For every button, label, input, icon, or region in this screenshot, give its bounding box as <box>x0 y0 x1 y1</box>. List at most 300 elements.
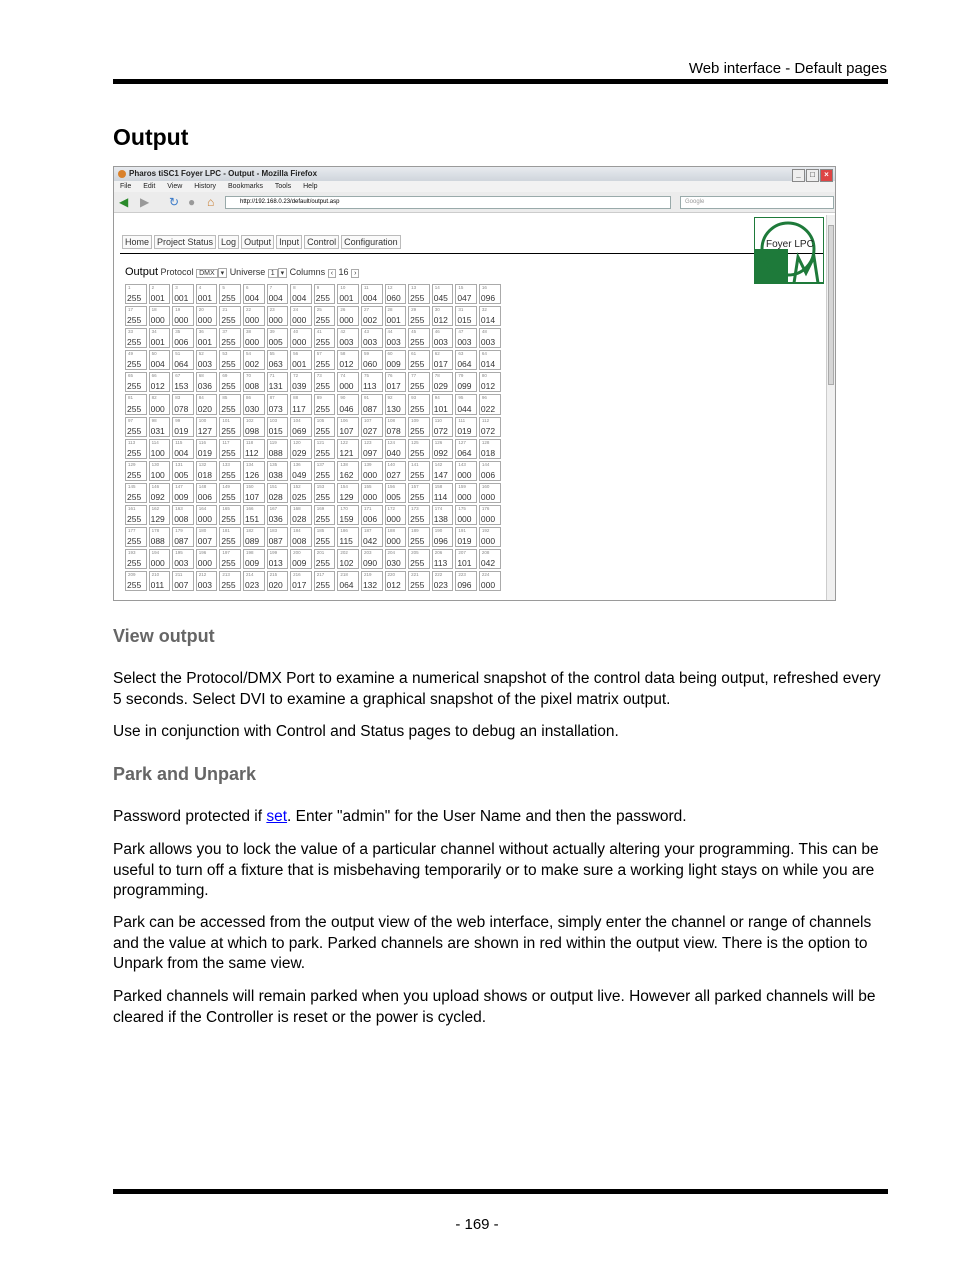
channel-value: 159 <box>339 514 354 525</box>
channel-value: 027 <box>362 425 378 436</box>
grid-cell <box>407 438 431 460</box>
grid-cell <box>171 305 195 327</box>
channel-number: 167 <box>269 505 278 511</box>
channel-value: 009 <box>244 558 260 569</box>
channel-number: 10 <box>340 285 346 290</box>
output-label: Output <box>125 266 159 278</box>
channel-number: 31 <box>458 307 464 313</box>
channel-value: 096 <box>457 580 472 591</box>
grid-cell <box>266 570 290 592</box>
channel-number: 214 <box>245 572 254 578</box>
channel-number: 20 <box>198 307 204 313</box>
channel-value: 073 <box>268 403 283 414</box>
grid-cell <box>148 349 172 371</box>
channel-number: 70 <box>245 373 251 379</box>
channel-number: 130 <box>151 461 160 467</box>
columns-value: 16 <box>338 267 349 277</box>
tab-log: Log <box>218 235 239 249</box>
channel-number: 52 <box>198 351 204 357</box>
channel-value: 000 <box>197 558 212 569</box>
grid-cell <box>384 548 408 570</box>
channel-number: 48 <box>481 329 487 335</box>
channel-value: 000 <box>457 491 472 502</box>
grid-cell <box>289 349 313 371</box>
channel-number: 18 <box>151 307 157 313</box>
channel-number: 129 <box>128 461 136 467</box>
grid-cell <box>360 526 384 548</box>
channel-value: 001 <box>197 293 212 304</box>
channel-value: 030 <box>386 558 401 569</box>
channel-number: 79 <box>458 373 464 379</box>
grid-cell <box>148 504 172 526</box>
channel-value: 255 <box>127 469 142 480</box>
channel-value: 014 <box>480 315 496 326</box>
grid-cell <box>242 548 266 570</box>
grid-cell <box>313 504 337 526</box>
channel-number: 23 <box>269 307 275 313</box>
grid-cell <box>313 548 337 570</box>
channel-value: 000 <box>386 536 401 547</box>
grid-cell <box>195 482 219 504</box>
channel-number: 15 <box>458 285 464 290</box>
grid-cell <box>124 548 148 570</box>
address-bar: http://192.168.0.23/default/output.asp <box>225 196 671 209</box>
channel-value: 087 <box>174 536 189 547</box>
columns-prev-icon: ‹ <box>328 269 336 278</box>
grid-cell <box>407 327 431 349</box>
grid-cell <box>313 305 337 327</box>
channel-number: 97 <box>128 417 134 423</box>
channel-value: 255 <box>127 536 142 547</box>
channel-number: 170 <box>340 505 348 511</box>
channel-value: 255 <box>127 558 142 569</box>
channel-value: 113 <box>362 381 377 392</box>
channel-number: 27 <box>363 307 369 313</box>
channel-number: 203 <box>363 550 372 556</box>
grid-cell <box>148 305 172 327</box>
channel-number: 205 <box>411 550 419 556</box>
grid-cell <box>313 570 337 592</box>
channel-number: 213 <box>222 572 230 578</box>
grid-cell <box>171 349 195 371</box>
channel-number: 14 <box>434 285 440 290</box>
channel-value: 020 <box>197 403 212 414</box>
channel-value: 096 <box>480 293 496 304</box>
channel-number: 100 <box>198 417 207 423</box>
dmx-value-grid <box>124 283 502 592</box>
channel-value: 255 <box>221 469 236 480</box>
grid-cell <box>384 416 408 438</box>
grid-cell <box>148 327 172 349</box>
channel-number: 192 <box>481 528 490 534</box>
channel-number: 57 <box>316 351 322 357</box>
channel-number: 181 <box>222 528 230 534</box>
grid-cell <box>266 526 290 548</box>
channel-number: 37 <box>222 329 228 335</box>
grid-cell <box>171 438 195 460</box>
grid-cell <box>478 393 502 415</box>
grid-cell <box>478 283 502 305</box>
grid-cell <box>218 482 242 504</box>
channel-number: 177 <box>128 528 136 534</box>
channel-value: 000 <box>480 491 496 502</box>
channel-number: 41 <box>316 329 322 335</box>
channel-value: 004 <box>292 293 307 304</box>
grid-cell <box>360 393 384 415</box>
channel-value: 014 <box>480 359 496 370</box>
channel-value: 009 <box>386 359 401 370</box>
channel-value: 039 <box>292 381 307 392</box>
grid-cell <box>431 283 455 305</box>
channel-value: 003 <box>362 337 378 348</box>
channel-number: 127 <box>458 439 466 445</box>
channel-value: 255 <box>127 425 142 436</box>
grid-cell <box>454 416 478 438</box>
channel-value: 153 <box>174 381 189 392</box>
grid-row <box>124 349 502 371</box>
channel-number: 98 <box>151 417 157 423</box>
channel-number: 112 <box>481 417 490 423</box>
grid-cell <box>148 526 172 548</box>
channel-number: 101 <box>222 417 230 423</box>
channel-value: 127 <box>197 425 212 436</box>
grid-cell <box>124 327 148 349</box>
channel-value: 255 <box>315 580 330 591</box>
channel-value: 096 <box>433 536 448 547</box>
channel-value: 063 <box>268 359 283 370</box>
grid-cell <box>431 460 455 482</box>
park-p1-text: Password protected if <box>113 808 267 825</box>
grid-cell <box>242 438 266 460</box>
channel-value: 087 <box>362 403 378 414</box>
channel-value: 004 <box>362 293 378 304</box>
channel-value: 017 <box>386 381 401 392</box>
channel-value: 255 <box>221 293 236 304</box>
grid-cell <box>218 438 242 460</box>
channel-number: 45 <box>411 329 417 335</box>
grid-cell <box>289 371 313 393</box>
channel-value: 255 <box>410 359 425 370</box>
channel-value: 007 <box>174 580 189 591</box>
channel-number: 116 <box>198 439 206 445</box>
grid-cell <box>454 393 478 415</box>
grid-cell <box>478 504 502 526</box>
channel-number: 29 <box>411 307 417 313</box>
channel-value: 003 <box>197 359 212 370</box>
channel-value: 255 <box>410 491 425 502</box>
channel-value: 006 <box>197 491 212 502</box>
grid-cell <box>360 305 384 327</box>
channel-value: 072 <box>480 425 496 436</box>
channel-number: 26 <box>340 307 346 313</box>
channel-value: 015 <box>457 315 472 326</box>
grid-cell <box>148 482 172 504</box>
channel-number: 39 <box>269 329 275 335</box>
firefox-icon <box>118 170 126 178</box>
grid-cell <box>195 416 219 438</box>
menu-help: Help <box>303 183 318 190</box>
channel-number: 2 <box>151 285 155 290</box>
channel-number: 7 <box>269 285 273 290</box>
grid-cell <box>266 504 290 526</box>
scrollbar <box>826 215 835 600</box>
channel-number: 193 <box>128 550 136 556</box>
channel-number: 60 <box>387 351 393 357</box>
grid-cell <box>431 371 455 393</box>
grid-cell <box>266 548 290 570</box>
channel-value: 255 <box>315 536 330 547</box>
section-heading-park: Park and Unpark <box>113 764 257 784</box>
channel-value: 064 <box>339 580 354 591</box>
channel-value: 078 <box>174 403 189 414</box>
grid-cell <box>242 393 266 415</box>
channel-number: 186 <box>340 528 348 534</box>
grid-cell <box>218 460 242 482</box>
grid-cell <box>171 526 195 548</box>
channel-number: 49 <box>128 351 134 357</box>
channel-number: 9 <box>316 285 320 290</box>
output-controls <box>125 266 359 278</box>
grid-cell <box>478 526 502 548</box>
channel-number: 206 <box>434 550 443 556</box>
channel-value: 004 <box>150 359 165 370</box>
grid-cell <box>360 283 384 305</box>
channel-number: 68 <box>198 373 204 379</box>
channel-number: 75 <box>363 373 369 379</box>
channel-value: 117 <box>292 403 306 414</box>
channel-number: 114 <box>151 439 159 445</box>
grid-cell <box>336 305 360 327</box>
channel-number: 217 <box>316 572 325 578</box>
channel-number: 132 <box>198 461 207 467</box>
grid-cell <box>148 460 172 482</box>
grid-cell <box>431 504 455 526</box>
channel-value: 000 <box>339 381 354 392</box>
channel-value: 255 <box>315 337 330 348</box>
grid-cell <box>218 526 242 548</box>
grid-cell <box>171 570 195 592</box>
grid-cell <box>289 460 313 482</box>
menu-view: View <box>167 183 183 190</box>
channel-value: 000 <box>268 315 283 326</box>
channel-value: 255 <box>315 491 330 502</box>
grid-cell <box>478 305 502 327</box>
set-password-link[interactable]: set <box>266 808 288 825</box>
channel-number: 188 <box>387 528 396 534</box>
channel-number: 172 <box>387 505 396 511</box>
channel-value: 255 <box>315 381 330 392</box>
channel-value: 107 <box>244 491 260 502</box>
channel-value: 255 <box>410 536 425 547</box>
menu-bookmarks: Bookmarks <box>227 183 263 190</box>
grid-cell <box>124 504 148 526</box>
channel-value: 040 <box>386 447 401 458</box>
channel-number: 133 <box>222 461 230 467</box>
channel-number: 148 <box>198 483 207 489</box>
channel-number: 146 <box>151 483 160 489</box>
channel-value: 004 <box>268 293 283 304</box>
window-titlebar <box>114 167 835 181</box>
channel-value: 009 <box>292 558 307 569</box>
channel-number: 13 <box>411 285 417 290</box>
grid-cell <box>407 283 431 305</box>
channel-value: 009 <box>174 491 189 502</box>
grid-cell <box>384 305 408 327</box>
channel-number: 24 <box>293 307 299 313</box>
channel-value: 019 <box>457 425 472 436</box>
grid-cell <box>266 416 290 438</box>
menu-edit: Edit <box>143 183 156 190</box>
channel-value: 017 <box>292 580 307 591</box>
channel-number: 74 <box>340 373 346 379</box>
channel-value: 069 <box>292 425 307 436</box>
grid-cell <box>171 327 195 349</box>
channel-number: 85 <box>222 395 228 401</box>
channel-number: 47 <box>458 329 464 335</box>
channel-number: 30 <box>434 307 440 313</box>
forward-icon: ▶ <box>140 195 150 209</box>
grid-cell <box>360 570 384 592</box>
grid-cell <box>289 526 313 548</box>
channel-number: 204 <box>387 550 396 556</box>
back-icon: ◀ <box>119 195 129 209</box>
channel-number: 94 <box>434 395 440 401</box>
grid-cell <box>195 283 219 305</box>
channel-number: 21 <box>222 307 228 313</box>
channel-number: 115 <box>175 439 183 445</box>
grid-row <box>124 416 502 438</box>
grid-cell <box>336 438 360 460</box>
channel-value: 255 <box>127 403 142 414</box>
search-box: Google <box>680 196 834 209</box>
channel-number: 1 <box>128 285 131 290</box>
grid-cell <box>384 482 408 504</box>
channel-value: 045 <box>433 293 448 304</box>
grid-cell <box>384 438 408 460</box>
channel-number: 179 <box>175 528 183 534</box>
columns-label: Columns <box>289 267 326 277</box>
grid-cell <box>431 305 455 327</box>
channel-value: 121 <box>339 447 354 458</box>
grid-cell <box>360 482 384 504</box>
channel-number: 91 <box>363 395 369 401</box>
channel-number: 223 <box>458 572 466 578</box>
channel-value: 132 <box>362 580 378 591</box>
channel-value: 047 <box>457 293 472 304</box>
grid-cell <box>407 416 431 438</box>
channel-value: 255 <box>221 359 236 370</box>
channel-number: 185 <box>316 528 325 534</box>
grid-cell <box>242 416 266 438</box>
grid-cell <box>336 548 360 570</box>
grid-cell <box>407 482 431 504</box>
view-output-paragraph-1: Select the Protocol/DMX Port to examine a numerical snapshot of the control data being output, refreshed every 5 seconds. Select DVI to examine a graphical snapshot of the pixel matrix output. <box>113 670 881 708</box>
channel-number: 62 <box>434 351 440 357</box>
channel-value: 255 <box>221 447 236 458</box>
grid-row <box>124 327 502 349</box>
grid-cell <box>195 438 219 460</box>
channel-value: 003 <box>386 337 401 348</box>
section-heading-view-output: View output <box>113 626 215 646</box>
channel-value: 255 <box>221 558 236 569</box>
grid-cell <box>195 327 219 349</box>
channel-number: 134 <box>245 461 254 467</box>
channel-value: 023 <box>244 580 260 591</box>
channel-number: 191 <box>458 528 466 534</box>
channel-number: 53 <box>222 351 228 357</box>
grid-cell <box>148 283 172 305</box>
channel-number: 34 <box>151 329 157 335</box>
channel-value: 018 <box>197 469 212 480</box>
channel-value: 012 <box>480 381 496 392</box>
channel-value: 097 <box>362 447 378 458</box>
channel-value: 000 <box>292 315 307 326</box>
grid-cell <box>407 504 431 526</box>
channel-number: 160 <box>481 483 490 489</box>
channel-value: 006 <box>174 337 189 348</box>
stop-icon: ● <box>188 195 196 209</box>
channel-value: 015 <box>268 425 283 436</box>
channel-number: 153 <box>316 483 325 489</box>
grid-cell <box>242 305 266 327</box>
grid-cell <box>384 504 408 526</box>
menu-bar <box>114 181 835 192</box>
grid-cell <box>313 416 337 438</box>
channel-value: 255 <box>410 381 425 392</box>
grid-cell <box>124 570 148 592</box>
channel-value: 042 <box>362 536 378 547</box>
channel-value: 162 <box>339 469 354 480</box>
grid-cell <box>171 460 195 482</box>
channel-number: 208 <box>481 550 490 556</box>
scrollbar-thumb <box>828 225 834 385</box>
channel-value: 064 <box>174 359 189 370</box>
channel-value: 255 <box>221 381 236 392</box>
channel-number: 143 <box>458 461 466 467</box>
grid-cell <box>242 504 266 526</box>
view-output-paragraph-2: Use in conjunction with Control and Status pages to debug an installation. <box>113 723 619 740</box>
channel-number: 198 <box>245 550 254 556</box>
channel-number: 154 <box>340 483 348 489</box>
grid-cell <box>148 371 172 393</box>
channel-value: 028 <box>268 491 283 502</box>
grid-cell <box>478 349 502 371</box>
channel-number: 4 <box>198 285 202 290</box>
channel-number: 120 <box>293 439 301 445</box>
grid-cell <box>124 460 148 482</box>
channel-value: 011 <box>150 580 165 591</box>
channel-value: 255 <box>410 447 425 458</box>
grid-cell <box>171 482 195 504</box>
channel-number: 190 <box>434 528 443 534</box>
grid-cell <box>336 371 360 393</box>
channel-number: 121 <box>316 439 325 445</box>
grid-cell <box>289 570 313 592</box>
channel-number: 92 <box>387 395 393 401</box>
grid-cell <box>171 548 195 570</box>
tab-input: Input <box>276 235 302 249</box>
channel-number: 38 <box>245 329 251 335</box>
channel-number: 212 <box>198 572 207 578</box>
channel-value: 255 <box>315 558 330 569</box>
channel-number: 196 <box>198 550 207 556</box>
park-paragraph-2: Park allows you to lock the value of a particular channel without actually altering your programming. This can be useful to turn off a fixture that is misbehaving temporarily or to make sure a working light stays on while you are programming. <box>113 841 879 899</box>
channel-number: 28 <box>387 307 393 313</box>
channel-value: 001 <box>292 359 307 370</box>
grid-row <box>124 438 502 460</box>
channel-number: 171 <box>363 505 372 511</box>
channel-value: 000 <box>362 491 378 502</box>
